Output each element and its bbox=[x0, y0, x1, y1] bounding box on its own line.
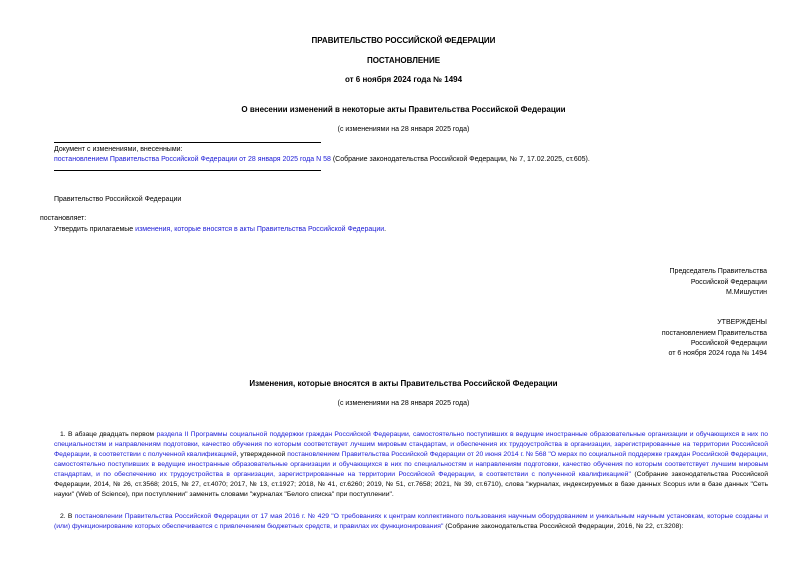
changes-note bbox=[54, 156, 590, 163]
approve-paragraph: Утвердить прилагаемые изменения, которые вносятся в акты Правительства Российской Федерации. bbox=[54, 226, 387, 233]
approved-heading: УТВЕРЖДЕНЫ bbox=[717, 319, 767, 326]
changes-note-source: (Собрание законодательства Российской Федерации, № 7, 17.02.2025, ст.605). bbox=[330, 156, 590, 163]
document-title: О внесении изменений в некоторые акты Правительства Российской Федерации bbox=[241, 105, 566, 114]
document-type: ПОСТАНОВЛЕНИЕ bbox=[366, 56, 441, 65]
changes-note-label: Документ с изменениями, внесенными: bbox=[54, 146, 183, 153]
approved-line4: от 6 ноября 2024 года № 1494 bbox=[668, 350, 767, 357]
decree-429-link[interactable]: постановлении Правительства Российской Федерации от 17 мая 2016 г. № 429 "О требованиях к центрам коллективного пользования научным оборудованием и уникальным научным установкам, которые созданы и (или) функционирование которых обеспечивается с привлечением бюджетных средств, и правилах их функционирования" bbox=[54, 513, 769, 530]
signature-position: Председатель Правительства bbox=[669, 268, 767, 275]
decree-568-link[interactable]: постановлением Правительства Российской Федерации от 20 июня 2014 г. № 568 "О мерах по социальной поддержке граждан Российской Федерации, самостоятельно поступивших в ведущие иностранные образовательные организации и обучающихся в них по специальностям и направлениям подготовки, качество обучения по которым соответствует лучшим мировым стандартам, и по обеспечению их трудоустройства в организации, зарегистрированные на территории Российской Федерации, в соответствии с полученной квалификацией" bbox=[54, 451, 768, 478]
changes-link[interactable]: изменения, которые вносятся в акты Правительства Российской Федерации bbox=[135, 226, 385, 233]
document-date-number: от 6 ноября 2024 года № 1494 bbox=[344, 75, 463, 84]
section-title: Изменения, которые вносятся в акты Правительства Российской Федерации bbox=[249, 379, 558, 388]
item-1-paragraph: 1. В абзаце двадцать первом раздела II Программы социальной поддержки граждан Российской Федерации, самостоятельно поступивших в ведущие иностранные образовательные организации и обучающихся в них по специальностям и направлениям подготовки, качество обучения по которым соответствует лучшим мировым стандартам, и обеспечения их трудоустройства в организации, зарегистрированные на территории Российской Федерации, в соответствии с полученной квалификацией, утвержденной постановлением Правительства Российской Федерации от 20 июня 2014 г. № 568 "О мерах по социальной поддержке граждан Российской Федерации, самостоятельно поступивших в ведущие иностранные образовательные организации и обучающихся в них по специальностям и направлениям подготовки, качество обучения по которым соответствует лучшим мировым стандартам, и по обеспечению их трудоустройства в организации, зарегистрированные на территории Российской Федерации, в соответствии с полученной квалификацией" (Собрание законодательства Российской Федерации, 2014, № 26, ст.3568; 2015, № 27, ст.4070; 2017, № 13, ст.1927; 2018, № 41, ст.6260; 2019, № 51, ст.7658; 2021, № 39, ст.6710), слова "журналах, индексируемых в базе данных Scopus или в базе данных "Сеть науки" (Web of Science), при поступлении" заменить словами "журналах "Белого списка" при поступлении". bbox=[54, 431, 768, 498]
amending-decree-link[interactable]: постановлением Правительства Российской Федерации от 28 января 2025 года N 58 bbox=[54, 156, 331, 163]
approved-line2: постановлением Правительства bbox=[661, 330, 767, 337]
government-heading: ПРАВИТЕЛЬСТВО РОССИЙСКОЙ ФЕДЕРАЦИИ bbox=[311, 36, 496, 45]
decree-word: постановляет: bbox=[40, 215, 87, 222]
program-section-link[interactable]: раздела II Программы социальной поддержки граждан Российской Федерации, самостоятельно поступивших в ведущие иностранные образовательные организации и обучающихся в них по специальностям и направлениям подготовки, качество обучения по которым соответствует лучшим мировым стандартам, и обеспечения их трудоустройства в организации, зарегистрированные на территории Российской Федерации, в соответствии с полученной квалификацией bbox=[54, 431, 768, 458]
item-2-paragraph: 2. В постановлении Правительства Российской Федерации от 17 мая 2016 г. № 429 "О требованиях к центрам коллективного пользования научным оборудованием и уникальным научным установкам, которые созданы и (или) функционирование которых обеспечивается с привлечением бюджетных средств, и правилах их функционирования" (Собрание законодательства Российской Федерации, 2016, № 22, ст.3208): bbox=[54, 513, 769, 530]
revision-note: (с изменениями на 28 января 2025 года) bbox=[337, 126, 470, 133]
signature-federation: Российской Федерации bbox=[690, 279, 767, 286]
approved-line3: Российской Федерации bbox=[690, 340, 767, 347]
government-line: Правительство Российской Федерации bbox=[54, 196, 182, 203]
section-revision: (с изменениями на 28 января 2025 года) bbox=[337, 400, 470, 407]
divider-top bbox=[54, 142, 321, 143]
signature-name: М.Мишустин bbox=[725, 289, 767, 296]
divider-bottom bbox=[54, 170, 321, 171]
